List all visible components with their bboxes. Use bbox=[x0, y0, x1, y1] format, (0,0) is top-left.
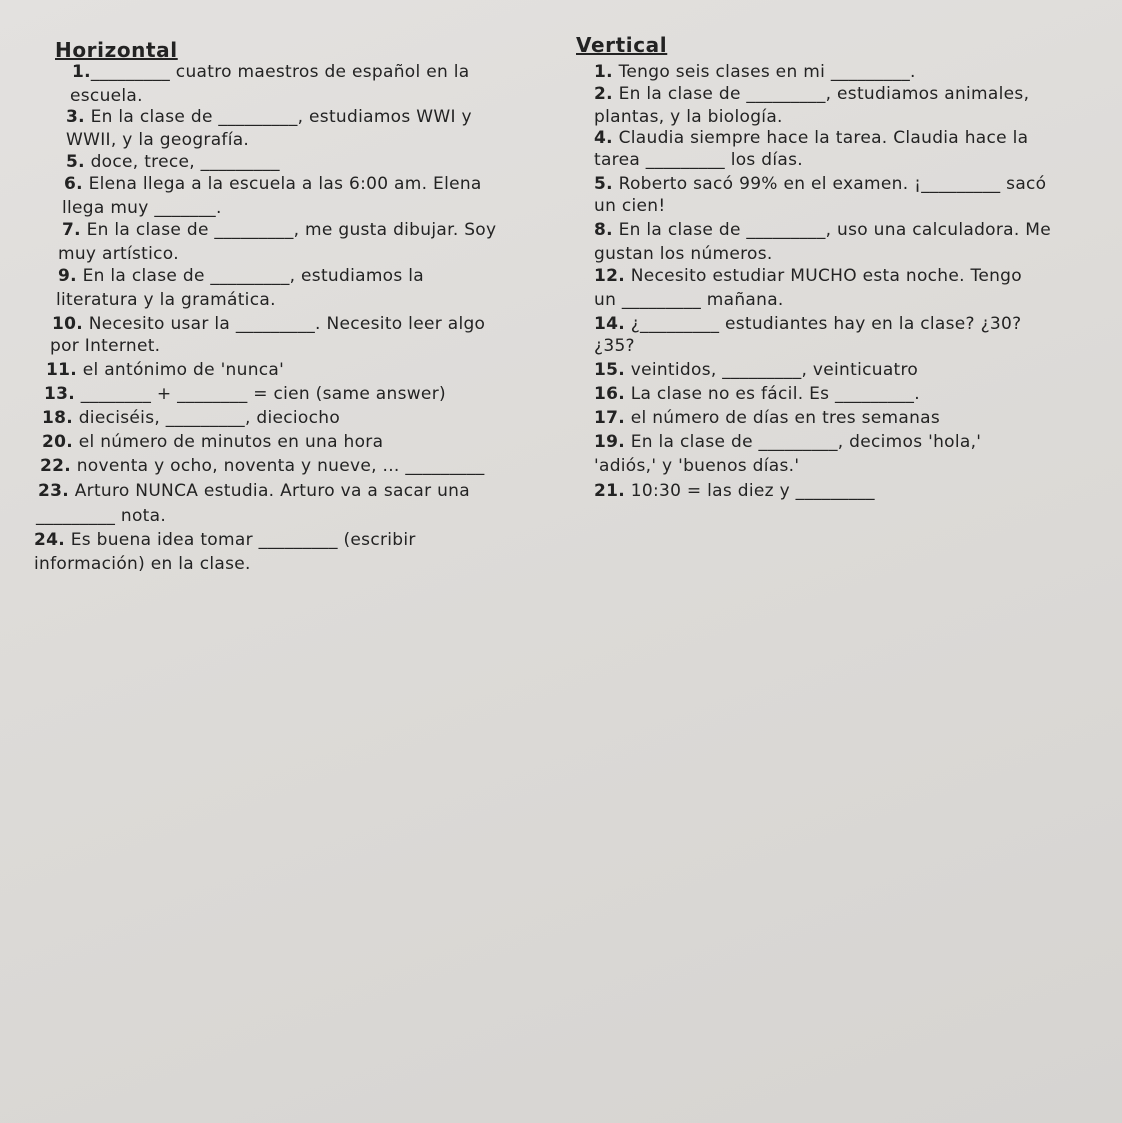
clue-text: mañana. bbox=[701, 290, 784, 310]
clue-text: el antónimo de 'nunca' bbox=[77, 360, 285, 380]
answer-blank: _________ bbox=[746, 84, 826, 104]
clue-number: 21. bbox=[594, 481, 626, 501]
clue-number: 12. bbox=[594, 266, 626, 286]
answer-blank: _________ bbox=[746, 220, 826, 240]
clue-text: , veinticuatro bbox=[801, 360, 919, 380]
vertical-line bbox=[594, 174, 1046, 195]
clue-number: 1. bbox=[72, 62, 91, 82]
clue-text: doce, trece, bbox=[84, 152, 201, 172]
clue-text: cuatro maestros de español en la bbox=[170, 62, 470, 82]
horizontal-heading: Horizontal bbox=[55, 38, 178, 62]
answer-blank: ________ bbox=[80, 384, 152, 404]
vertical-line bbox=[594, 196, 665, 217]
clue-text: , estudiamos animales, bbox=[825, 84, 1030, 104]
clue-text: estudiantes hay en la clase? ¿30? bbox=[719, 314, 1022, 334]
clue-text: Necesito estudiar MUCHO esta noche. Tengo bbox=[625, 266, 1022, 286]
vertical-line bbox=[594, 220, 1051, 241]
answer-blank: _________ bbox=[835, 384, 915, 404]
clue-text: tarea bbox=[594, 150, 646, 170]
vertical-line bbox=[594, 128, 1028, 149]
clue-text: Elena llega a la escuela a las 6:00 am. Elena bbox=[82, 174, 482, 194]
vertical-heading: Vertical bbox=[576, 33, 668, 57]
answer-blank: _________ bbox=[218, 107, 298, 127]
clue-text: plantas, y la biología. bbox=[594, 107, 783, 127]
clue-text: , decimos 'hola,' bbox=[837, 432, 982, 452]
clue-text: Necesito usar la bbox=[83, 314, 236, 334]
vertical-line bbox=[594, 408, 940, 429]
clue-number: 24. bbox=[34, 530, 66, 550]
clue-text: La clase no es fácil. Es bbox=[625, 384, 836, 404]
vertical-line bbox=[594, 314, 1021, 335]
clue-number: 4. bbox=[594, 128, 613, 148]
clue-text: muy artístico. bbox=[58, 244, 179, 264]
clue-number: 14. bbox=[594, 314, 626, 334]
answer-blank: _________ bbox=[36, 506, 116, 526]
clue-number: 6. bbox=[64, 174, 83, 194]
answer-blank: _________ bbox=[921, 174, 1001, 194]
answer-blank: _________ bbox=[405, 456, 485, 476]
clue-text: , dieciocho bbox=[244, 408, 341, 428]
clue-text: llega muy bbox=[62, 198, 155, 218]
clue-text: 'adiós,' y 'buenos días.' bbox=[594, 456, 800, 476]
clue-text: + ________ = cien (same answer) bbox=[151, 384, 446, 404]
clue-text: Es buena idea tomar bbox=[65, 530, 259, 550]
clue-text: sacó bbox=[1000, 174, 1047, 194]
clue-number: 19. bbox=[594, 432, 626, 452]
clue-text: Tengo seis clases en mi bbox=[612, 62, 831, 82]
clue-number: 9. bbox=[58, 266, 77, 286]
clue-text: información) en la clase. bbox=[34, 554, 251, 574]
clue-text: el número de minutos en una hora bbox=[73, 432, 384, 452]
clue-text: . bbox=[914, 384, 920, 404]
clue-text: nota. bbox=[115, 506, 167, 526]
clue-number: 10. bbox=[52, 314, 84, 334]
vertical-line bbox=[594, 336, 635, 357]
clue-number: 7. bbox=[62, 220, 81, 240]
answer-blank: _________ bbox=[200, 152, 280, 172]
vertical-line bbox=[594, 384, 920, 405]
clue-text: los días. bbox=[724, 150, 803, 170]
clue-text: (escribir bbox=[337, 530, 416, 550]
clue-number: 17. bbox=[594, 408, 626, 428]
answer-blank: _________ bbox=[722, 360, 802, 380]
clue-text: el número de días en tres semanas bbox=[625, 408, 941, 428]
answer-blank: _________ bbox=[645, 150, 725, 170]
clue-text: ¿ bbox=[625, 314, 641, 334]
clue-text: un cien! bbox=[594, 196, 666, 216]
clue-number: 2. bbox=[594, 84, 613, 104]
clue-text: . bbox=[215, 198, 222, 218]
clue-text: por Internet. bbox=[50, 336, 161, 356]
clue-number: 5. bbox=[66, 152, 85, 172]
clue-text: Arturo NUNCA estudia. Arturo va a sacar una bbox=[69, 481, 470, 501]
answer-blank: _________ bbox=[214, 220, 294, 240]
clue-text: , me gusta dibujar. Soy bbox=[293, 220, 497, 240]
clue-text: En la clase de bbox=[84, 107, 219, 127]
clue-text: Claudia siempre hace la tarea. Claudia hace la bbox=[612, 128, 1029, 148]
vertical-line bbox=[594, 150, 803, 171]
vertical-line bbox=[594, 360, 918, 381]
clue-number: 8. bbox=[594, 220, 613, 240]
vertical-line bbox=[594, 107, 783, 128]
clue-number: 18. bbox=[42, 408, 74, 428]
answer-blank: _________ bbox=[235, 314, 316, 334]
answer-blank: _________ bbox=[758, 432, 838, 452]
clue-text: En la clase de bbox=[80, 220, 215, 240]
clue-number: 22. bbox=[40, 456, 72, 476]
clue-number: 23. bbox=[38, 481, 70, 501]
clue-text: . bbox=[910, 62, 916, 82]
vertical-line bbox=[594, 266, 1022, 287]
clue-text: Roberto sacó 99% en el examen. ¡ bbox=[612, 174, 922, 194]
clue-number: 15. bbox=[594, 360, 626, 380]
answer-blank: _______ bbox=[154, 198, 216, 218]
clue-number: 1. bbox=[594, 62, 613, 82]
clue-number: 5. bbox=[594, 174, 613, 194]
clue-text: En la clase de bbox=[625, 432, 759, 452]
clue-text: veintidos, bbox=[625, 360, 723, 380]
clue-text: escuela. bbox=[70, 86, 143, 106]
clue-text: . Necesito leer algo bbox=[315, 314, 486, 334]
vertical-line bbox=[594, 244, 773, 265]
answer-blank: _________ bbox=[830, 62, 911, 82]
vertical-line bbox=[594, 432, 981, 453]
clue-text: gustan los números. bbox=[594, 244, 773, 264]
answer-blank: _________ bbox=[258, 530, 338, 550]
clue-text: En la clase de bbox=[612, 84, 747, 104]
clue-number: 16. bbox=[594, 384, 626, 404]
vertical-line bbox=[594, 481, 875, 502]
answer-blank: _________ bbox=[640, 314, 720, 334]
vertical-line bbox=[594, 62, 916, 83]
clue-text: 10:30 = las diez y bbox=[625, 481, 796, 501]
answer-blank: _________ bbox=[621, 290, 702, 310]
vertical-line bbox=[594, 290, 784, 311]
clue-number: 11. bbox=[46, 360, 78, 380]
vertical-line bbox=[594, 84, 1029, 105]
vertical-line bbox=[594, 456, 799, 477]
clue-text: , estudiamos la bbox=[289, 266, 424, 286]
clue-text: , estudiamos WWI y bbox=[297, 107, 472, 127]
clue-text: En la clase de bbox=[612, 220, 747, 240]
clue-number: 20. bbox=[42, 432, 74, 452]
clue-number: 13. bbox=[44, 384, 76, 404]
answer-blank: _________ bbox=[90, 62, 171, 82]
answer-blank: _________ bbox=[165, 408, 245, 428]
answer-blank: _________ bbox=[210, 266, 290, 286]
clue-text: En la clase de bbox=[76, 266, 211, 286]
clue-text: noventa y ocho, noventa y nueve, ... bbox=[71, 456, 406, 476]
clue-number: 3. bbox=[66, 107, 85, 127]
answer-blank: _________ bbox=[795, 481, 875, 501]
clue-text: dieciséis, bbox=[73, 408, 166, 428]
clue-text: , uso una calculadora. Me bbox=[825, 220, 1052, 240]
clue-text: ¿35? bbox=[594, 336, 635, 356]
clue-text: un bbox=[594, 290, 622, 310]
clue-text: WWII, y la geografía. bbox=[66, 130, 250, 150]
clue-text: literatura y la gramática. bbox=[56, 290, 276, 310]
